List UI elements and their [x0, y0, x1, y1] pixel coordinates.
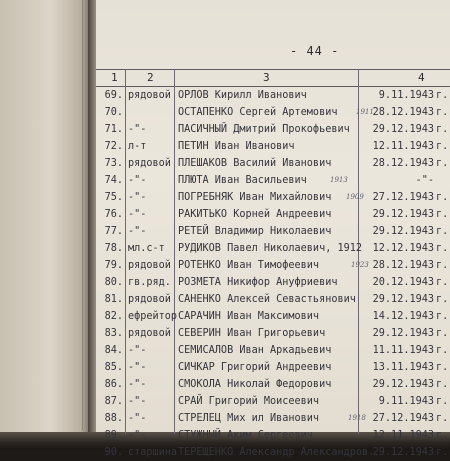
row-name: ОСТАПЕНКО Сергей Артемович: [178, 107, 338, 118]
row-name: СРАЙ Григорий Моисеевич: [178, 396, 320, 407]
row-number: 87.: [104, 396, 123, 407]
row-year-suffix: г.: [436, 379, 449, 390]
record-list: [0, 87, 450, 461]
row-year-suffix: г.: [436, 277, 449, 288]
row-number: 80.: [104, 277, 123, 288]
row-name: СЕВЕРИН Иван Григорьевич: [178, 328, 326, 339]
table-row: [0, 138, 450, 155]
table-header: [96, 69, 450, 87]
row-number: 69.: [104, 90, 123, 101]
row-date: 29.12.1943: [372, 447, 434, 458]
row-date: 29.12.1943: [372, 124, 434, 135]
row-date: 29.12.1943: [372, 294, 434, 305]
row-year-suffix: г.: [436, 362, 449, 373]
table-row: [0, 342, 450, 359]
row-year-suffix: г.: [436, 311, 449, 322]
row-name: РАКИТЬКО Корней Андреевич: [178, 209, 332, 220]
table-row: [0, 189, 450, 206]
table-row: [0, 240, 450, 257]
row-rank: -"-: [128, 226, 147, 237]
table-row: [0, 376, 450, 393]
row-rank: -"-: [128, 192, 147, 203]
row-name: САРАЧИН Иван Максимович: [178, 311, 320, 322]
row-number: 75.: [104, 192, 123, 203]
row-name: СЕМИСАЛОВ Иван Аркадьевич: [178, 345, 332, 356]
row-year-suffix: г.: [436, 447, 449, 458]
row-date: 13.11.1943: [372, 362, 434, 373]
row-rank: старшина: [128, 447, 178, 458]
row-year-suffix: г.: [436, 107, 449, 118]
table-row: [0, 291, 450, 308]
row-date: 27.12.1943: [372, 413, 434, 424]
table-row: [0, 257, 450, 274]
row-number: 88.: [104, 413, 123, 424]
row-number: 73.: [104, 158, 123, 169]
row-date: 29.12.1943: [372, 209, 434, 220]
row-date: 28.12.1943: [372, 107, 434, 118]
row-handwritten-note: 1918: [348, 414, 366, 422]
row-rank: рядовой: [128, 260, 171, 271]
row-date: 29.12.1943: [372, 328, 434, 339]
row-date: 12.11.1943: [372, 141, 434, 152]
row-name: ТЕРЕЩЕНКО Александр Александров.: [178, 447, 375, 458]
row-date: 29.12.1943: [372, 226, 434, 237]
row-rank: -"-: [128, 379, 147, 390]
row-rank: -"-: [128, 362, 147, 373]
row-number: 74.: [104, 175, 123, 186]
row-rank: рядовой: [128, 90, 171, 101]
row-date: 11.11.1943: [372, 345, 434, 356]
row-name: ПОГРЕБНЯК Иван Михайлович: [178, 192, 332, 203]
header-col-3: 3: [263, 71, 270, 84]
row-date: 28.12.1943: [372, 158, 434, 169]
table-row: [0, 206, 450, 223]
row-name: САНЕНКО Алексей Севастьянович: [178, 294, 356, 305]
table-row: [0, 121, 450, 138]
row-date: 28.12.1943: [372, 260, 434, 271]
row-date: 14.12.1943: [372, 311, 434, 322]
row-rank: -"-: [128, 175, 147, 186]
row-year-suffix: г.: [436, 90, 449, 101]
row-handwritten-note: 1913: [330, 176, 348, 184]
row-year-suffix: г.: [436, 124, 449, 135]
row-rank: л-т: [128, 141, 147, 152]
row-name: ПЛЮТА Иван Васильевич: [178, 175, 307, 186]
row-name: СИЧКАР Григорий Андреевич: [178, 362, 332, 373]
row-name: СТРЕЛЕЦ Мих ил Иванович: [178, 413, 320, 424]
table-row: [0, 393, 450, 410]
row-year-suffix: г.: [436, 294, 449, 305]
row-number: 71.: [104, 124, 123, 135]
row-date: 9.11.1943: [378, 396, 434, 407]
row-name: СТУЖНЫЙ Аким Сергеевич: [178, 430, 313, 441]
row-year-suffix: г.: [436, 226, 449, 237]
table-row: [0, 104, 450, 121]
row-number: 85.: [104, 362, 123, 373]
header-col-1: 1: [111, 71, 118, 84]
row-number: 81.: [104, 294, 123, 305]
row-rank: рядовой: [128, 328, 171, 339]
row-rank: -"-: [128, 396, 147, 407]
row-date: 12.11.1943: [372, 430, 434, 441]
row-name: СМОКОЛА Николай Федорович: [178, 379, 332, 390]
table-row: [0, 359, 450, 376]
row-date: 20.12.1943: [372, 277, 434, 288]
row-rank: -"-: [128, 430, 147, 441]
row-number: 76.: [104, 209, 123, 220]
row-number: 79.: [104, 260, 123, 271]
row-year-suffix: г.: [436, 243, 449, 254]
row-date: -"-: [415, 175, 434, 186]
row-handwritten-note: 1911: [356, 108, 374, 116]
row-rank: рядовой: [128, 294, 171, 305]
row-number: 83.: [104, 328, 123, 339]
row-year-suffix: г.: [436, 192, 449, 203]
row-name: ПЕТИН Иван Иванович: [178, 141, 295, 152]
row-year-suffix: г.: [436, 396, 449, 407]
row-name: РУДИКОВ Павел Николаевич, 1912: [178, 243, 363, 254]
page-number: - 44 -: [290, 44, 340, 58]
row-rank: -"-: [128, 413, 147, 424]
header-col-2: 2: [147, 71, 154, 84]
row-date: 12.12.1943: [372, 243, 434, 254]
row-handwritten-note: 1923: [351, 261, 369, 269]
row-rank: гв.ряд.: [128, 277, 171, 288]
table-row: [0, 274, 450, 291]
table-row: [0, 427, 450, 444]
row-number: 77.: [104, 226, 123, 237]
row-date: 29.12.1943: [372, 379, 434, 390]
row-year-suffix: г.: [436, 430, 449, 441]
row-name: РОТЕНКО Иван Тимофеевич: [178, 260, 320, 271]
table-row: [0, 308, 450, 325]
row-number: 90.: [104, 447, 123, 458]
row-year-suffix: г.: [436, 260, 449, 271]
row-rank: мл.с-т: [128, 243, 165, 254]
row-year-suffix: г.: [436, 328, 449, 339]
row-year-suffix: г.: [436, 413, 449, 424]
table-row: [0, 155, 450, 172]
row-number: 82.: [104, 311, 123, 322]
row-number: 84.: [104, 345, 123, 356]
row-rank: -"-: [128, 209, 147, 220]
row-number: 89.: [104, 430, 123, 441]
row-year-suffix: г.: [436, 345, 449, 356]
row-rank: -"-: [128, 124, 147, 135]
row-number: 72.: [104, 141, 123, 152]
row-handwritten-note: 1909: [346, 193, 364, 201]
row-date: 27.12.1943: [372, 192, 434, 203]
row-name: ПЛЕШАКОВ Василий Иванович: [178, 158, 332, 169]
header-col-4: 4: [418, 71, 425, 84]
table-row: [0, 172, 450, 189]
row-number: 70.: [104, 107, 123, 118]
table-row: [0, 87, 450, 104]
row-name: РЕТЕЙ Владимир Николаевич: [178, 226, 332, 237]
row-year-suffix: г.: [436, 158, 449, 169]
row-rank: рядовой: [128, 158, 171, 169]
table-row: [0, 410, 450, 427]
row-rank: ефрейтор: [128, 311, 178, 322]
row-name: ПАСИЧНЫЙ Дмитрий Прокофьевич: [178, 124, 350, 135]
row-year-suffix: г.: [436, 141, 449, 152]
table-row: [0, 444, 450, 461]
table-row: [0, 325, 450, 342]
table-row: [0, 223, 450, 240]
row-number: 86.: [104, 379, 123, 390]
row-date: 9.11.1943: [378, 90, 434, 101]
row-name: ОРЛОВ Кирилл Иванович: [178, 90, 307, 101]
row-number: 78.: [104, 243, 123, 254]
row-year-suffix: г.: [436, 209, 449, 220]
row-rank: -"-: [128, 345, 147, 356]
row-name: РОЗМЕТА Никифор Ануфриевич: [178, 277, 338, 288]
